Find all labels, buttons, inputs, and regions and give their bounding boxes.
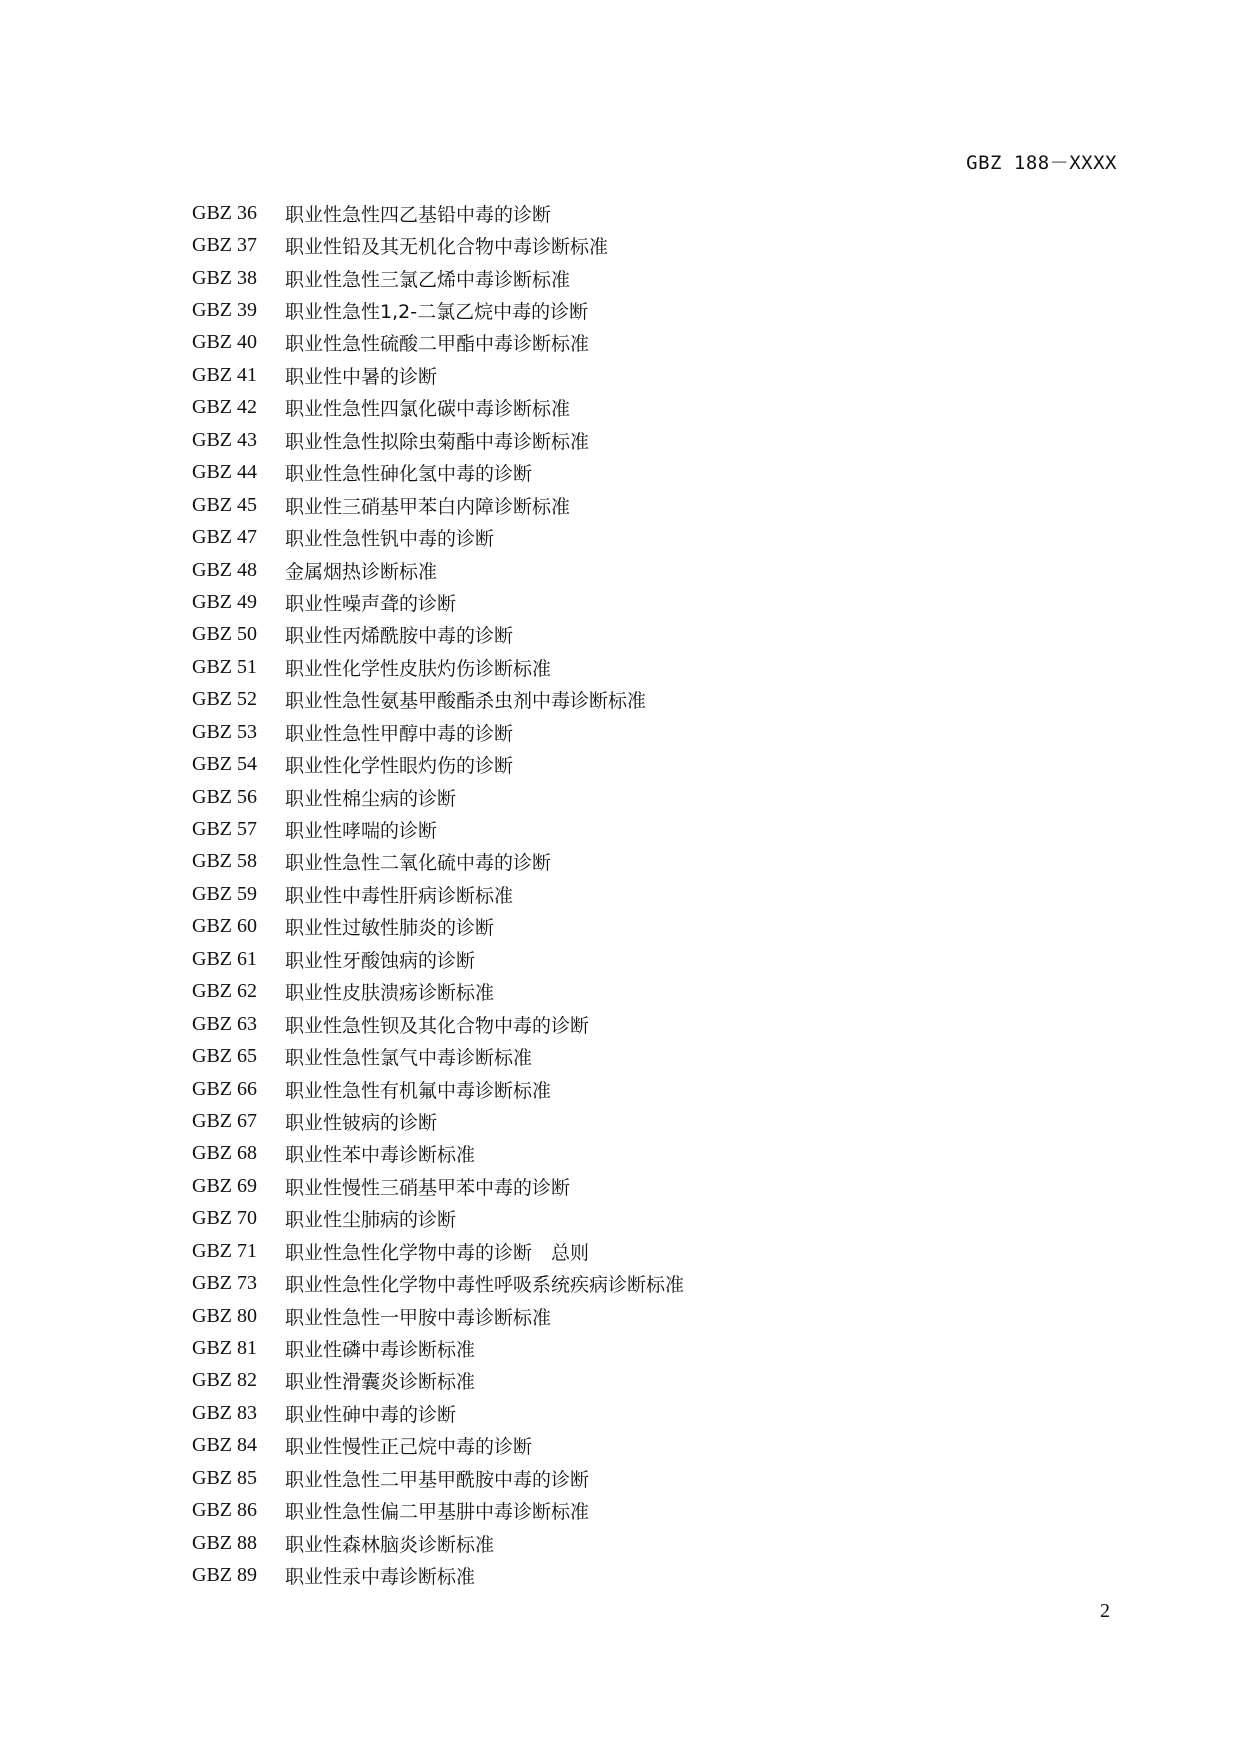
list-item (192, 684, 684, 716)
list-item (192, 521, 684, 553)
standard-title: 职业性急性化学物中毒的诊断 总则 (285, 1241, 590, 1264)
list-item (192, 424, 684, 456)
standard-title: 职业性急性偏二甲基肼中毒诊断标准 (285, 1501, 590, 1524)
list-item (192, 1170, 684, 1202)
list-item (192, 1462, 684, 1494)
list-item (192, 327, 684, 359)
standard-code: GBZ 48 (192, 558, 257, 581)
list-item (192, 813, 684, 845)
standard-title: 职业性中毒性肝病诊断标准 (285, 884, 514, 907)
list-item (192, 359, 684, 391)
standard-title: 职业性苯中毒诊断标准 (285, 1144, 476, 1167)
page-number: 2 (1100, 1600, 1110, 1622)
standard-code: GBZ 83 (192, 1401, 257, 1424)
standard-title: 职业性森林脑炎诊断标准 (285, 1533, 495, 1556)
list-item (192, 1040, 684, 1072)
standard-title: 职业性哮喘的诊断 (285, 820, 438, 843)
standard-code: GBZ 61 (192, 947, 257, 970)
list-item (192, 846, 684, 878)
standard-title: 职业性急性氯气中毒诊断标准 (285, 1047, 533, 1070)
standard-code: GBZ 71 (192, 1239, 257, 1262)
list-item (192, 1105, 684, 1137)
list-item (192, 716, 684, 748)
standard-title: 职业性急性四氯化碳中毒诊断标准 (285, 398, 571, 421)
list-item (192, 392, 684, 424)
standard-code: GBZ 59 (192, 882, 257, 905)
standard-title: 职业性急性钒中毒的诊断 (285, 528, 495, 551)
standard-title: 职业性磷中毒诊断标准 (285, 1339, 476, 1362)
standard-code: GBZ 84 (192, 1434, 257, 1457)
list-item (192, 586, 684, 618)
standard-title: 职业性急性砷化氢中毒的诊断 (285, 463, 533, 486)
standard-title: 职业性急性1,2-二氯乙烷中毒的诊断 (285, 301, 589, 324)
standard-code: GBZ 44 (192, 461, 257, 484)
standard-code: GBZ 51 (192, 655, 257, 678)
list-item (192, 1365, 684, 1397)
standard-code: GBZ 63 (192, 1012, 257, 1035)
standard-title: 职业性化学性眼灼伤的诊断 (285, 755, 514, 778)
standard-code: GBZ 73 (192, 1272, 257, 1295)
standard-code: GBZ 37 (192, 234, 257, 257)
list-item (192, 1073, 684, 1105)
standard-title: 职业性急性有机氟中毒诊断标准 (285, 1079, 552, 1102)
list-item (192, 1267, 684, 1299)
standard-code: GBZ 86 (192, 1499, 257, 1522)
list-item (192, 1008, 684, 1040)
standard-title: 职业性急性化学物中毒性呼吸系统疾病诊断标准 (285, 1274, 685, 1297)
standard-title: 职业性滑囊炎诊断标准 (285, 1371, 476, 1394)
standard-code: GBZ 81 (192, 1337, 257, 1360)
standard-title: 职业性砷中毒的诊断 (285, 1403, 457, 1426)
standard-title: 职业性皮肤溃疡诊断标准 (285, 982, 495, 1005)
standard-code: GBZ 41 (192, 363, 257, 386)
standard-title: 职业性铍病的诊断 (285, 1111, 438, 1134)
standards-list (192, 197, 684, 1592)
list-item (192, 229, 684, 261)
list-item (192, 197, 684, 229)
standard-title: 职业性尘肺病的诊断 (285, 1209, 457, 1232)
standard-code: GBZ 40 (192, 331, 257, 354)
standard-title: 职业性急性二甲基甲酰胺中毒的诊断 (285, 1468, 590, 1491)
standard-code: GBZ 57 (192, 818, 257, 841)
standard-code: GBZ 85 (192, 1466, 257, 1489)
list-item (192, 1300, 684, 1332)
list-item (192, 489, 684, 521)
standard-code: GBZ 39 (192, 299, 257, 322)
standard-code: GBZ 60 (192, 915, 257, 938)
standard-title: 职业性急性三氯乙烯中毒诊断标准 (285, 268, 571, 291)
list-item (192, 554, 684, 586)
list-item (192, 1203, 684, 1235)
list-item (192, 1332, 684, 1364)
list-item (192, 878, 684, 910)
standard-code: GBZ 58 (192, 850, 257, 873)
standard-title: 职业性急性硫酸二甲酯中毒诊断标准 (285, 333, 590, 356)
standard-title: 职业性过敏性肺炎的诊断 (285, 917, 495, 940)
standard-title: 职业性牙酸蚀病的诊断 (285, 949, 476, 972)
standard-title: 职业性慢性正己烷中毒的诊断 (285, 1436, 533, 1459)
standard-code: GBZ 54 (192, 753, 257, 776)
standard-title: 职业性急性钡及其化合物中毒的诊断 (285, 1014, 590, 1037)
standard-code: GBZ 43 (192, 428, 257, 451)
standard-code: GBZ 69 (192, 1174, 257, 1197)
list-item (192, 748, 684, 780)
standard-code: GBZ 89 (192, 1564, 257, 1587)
standard-title: 职业性化学性皮肤灼伤诊断标准 (285, 657, 552, 680)
list-item (192, 1559, 684, 1591)
list-item (192, 781, 684, 813)
standard-code: GBZ 68 (192, 1142, 257, 1165)
list-item (192, 943, 684, 975)
standard-title: 职业性噪声聋的诊断 (285, 592, 457, 615)
standard-code: GBZ 66 (192, 1077, 257, 1100)
standard-code: GBZ 50 (192, 623, 257, 646)
standard-title: 职业性急性甲醇中毒的诊断 (285, 722, 514, 745)
standard-code: GBZ 52 (192, 688, 257, 711)
standard-title: 职业性铅及其无机化合物中毒诊断标准 (285, 236, 609, 259)
standard-code: GBZ 49 (192, 590, 257, 613)
list-item (192, 262, 684, 294)
list-item (192, 457, 684, 489)
standard-code: GBZ 62 (192, 980, 257, 1003)
list-item (192, 619, 684, 651)
standard-title: 职业性三硝基甲苯白内障诊断标准 (285, 495, 571, 518)
standard-code: GBZ 80 (192, 1304, 257, 1327)
standard-title: 职业性急性一甲胺中毒诊断标准 (285, 1306, 552, 1329)
standard-code: GBZ 82 (192, 1369, 257, 1392)
list-item (192, 651, 684, 683)
standard-title: 职业性丙烯酰胺中毒的诊断 (285, 625, 514, 648)
list-item (192, 1495, 684, 1527)
standard-title: 职业性慢性三硝基甲苯中毒的诊断 (285, 1176, 571, 1199)
standard-code: GBZ 45 (192, 493, 257, 516)
list-item (192, 1397, 684, 1429)
list-item (192, 976, 684, 1008)
list-item (192, 1430, 684, 1462)
standard-title: 职业性棉尘病的诊断 (285, 787, 457, 810)
standard-code: GBZ 36 (192, 201, 257, 224)
standard-code: GBZ 70 (192, 1207, 257, 1230)
standard-title: 职业性急性二氧化硫中毒的诊断 (285, 852, 552, 875)
standard-code: GBZ 88 (192, 1531, 257, 1554)
list-item (192, 1527, 684, 1559)
standard-code: GBZ 47 (192, 526, 257, 549)
standard-title: 职业性急性氨基甲酸酯杀虫剂中毒诊断标准 (285, 690, 647, 713)
document-code-header: GBZ 188－XXXX (966, 152, 1117, 174)
standard-title: 金属烟热诊断标准 (285, 560, 438, 583)
standard-code: GBZ 65 (192, 1045, 257, 1068)
standard-title: 职业性急性四乙基铅中毒的诊断 (285, 203, 552, 226)
list-item (192, 1138, 684, 1170)
standard-title: 职业性急性拟除虫菊酯中毒诊断标准 (285, 430, 590, 453)
standard-title: 职业性汞中毒诊断标准 (285, 1566, 476, 1589)
list-item (192, 1235, 684, 1267)
list-item (192, 911, 684, 943)
standard-code: GBZ 67 (192, 1109, 257, 1132)
standard-title: 职业性中暑的诊断 (285, 365, 438, 388)
standard-code: GBZ 38 (192, 266, 257, 289)
standard-code: GBZ 42 (192, 396, 257, 419)
list-item (192, 294, 684, 326)
standard-code: GBZ 56 (192, 785, 257, 808)
standard-code: GBZ 53 (192, 720, 257, 743)
